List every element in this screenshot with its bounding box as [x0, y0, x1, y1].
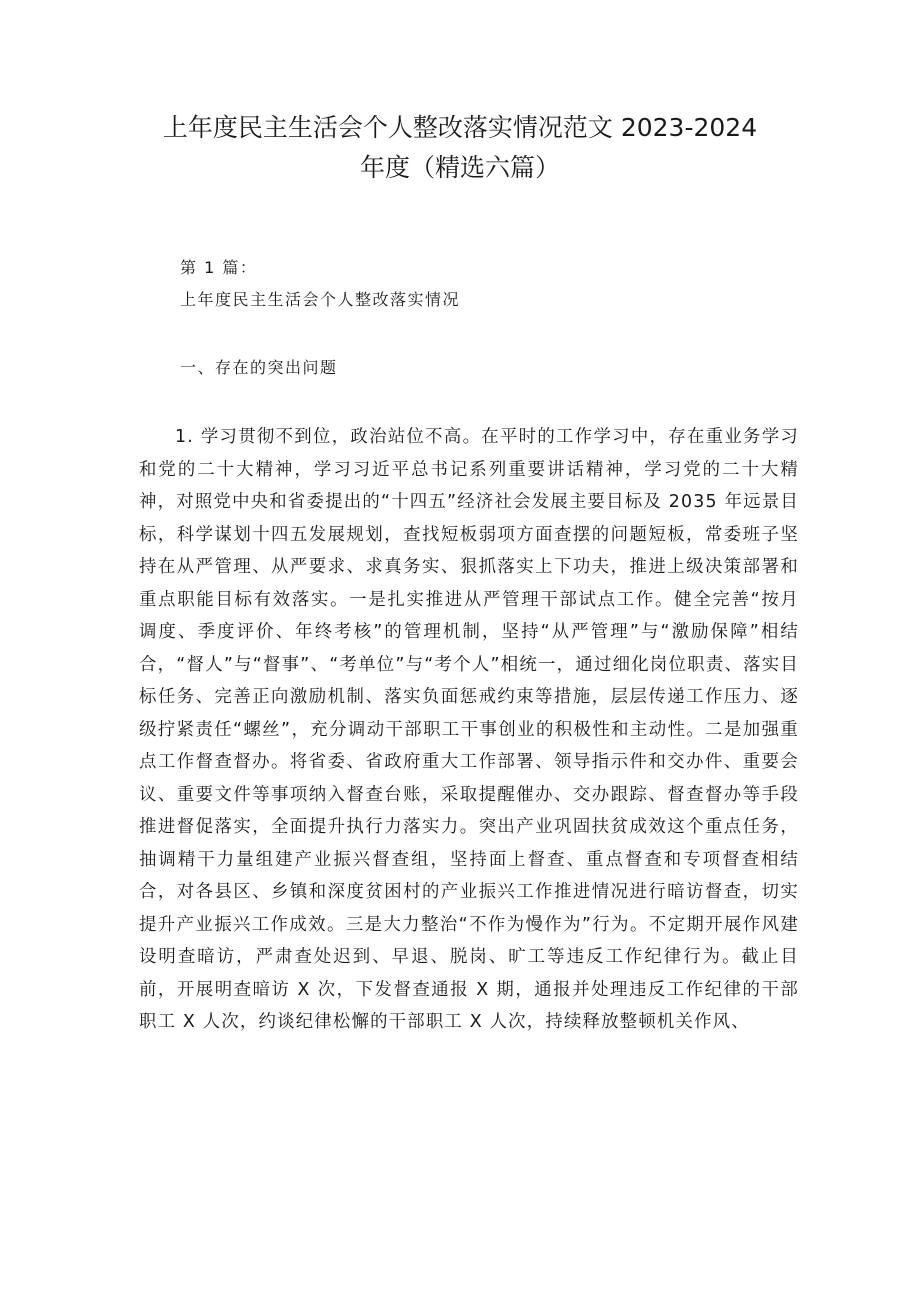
document-title [150, 108, 770, 188]
body-paragraph: 1. 学习贯彻不到位，政治站位不高。在平时的工作学习中，存在重业务学习和党的二十大精神，学习习近平总书记系列重要讲话精神，学习党的二十大精神，对照党中央和省委提出的“十四五”经济社会发展主要目标及 2035 年远景目标，科学谋划十四五发展规划，查找短板弱项方面查摆的问题短板，常委班子坚持在从严管理、从严要求、求真务实、狠抓落实上下功夫，推进上级决策部署和重点职能目标有效落实。一是扎实推进从严管理干部试点工作。健全完善“按月调度、季度评价、年终考核”的管理机制，坚持“从严管理”与“激励保障”相结合，“督人”与“督事”、“考单位”与“考个人”相统一，通过细化岗位职责、落实目标任务、完善正向激励机制、落实负面惩戒约束等措施，层层传递工作压力、逐级拧紧责任“螺丝”，充分调动干部职工干事创业的积极性和主动性。二是加强重点工作督查督办。将省委、省政府重大工作部署、领导指示件和交办件、重要会议、重要文件等事项纳入督查台账，采取提醒催办、交办跟踪、督查督办等手段推进督促落实，全面提升执行力落实力。突出产业巩固扶贫成效这个重点任务，抽调精干力量组建产业振兴督查组，坚持面上督查、重点督查和专项督查相结合，对各县区、乡镇和深度贫困村的产业振兴工作推进情况进行暗访督查，切实提升产业振兴工作成效。三是大力整治“不作为慢作为”行为。不定期开展作风建设明查暗访，严肃查处迟到、早退、脱岗、旷工等违反工作纪律行为。截止目前，开展明查暗访 X 次，下发督查通报 X 期，通报并处理违反工作纪律的干部职工 X 人次，约谈纪律松懈的干部职工 X 人次，持续释放整顿机关作风、 [139, 427, 799, 1032]
section-heading: 一、存在的突出问题 [180, 358, 338, 377]
part-label: 第 1 篇： [180, 258, 258, 277]
title-line-1: 上年度民主生活会个人整改落实情况范文 2023-2024 [162, 113, 758, 142]
part-title: 上年度民主生活会个人整改落实情况 [180, 290, 461, 309]
title-line-2: 年度（精选六篇） [359, 153, 560, 182]
